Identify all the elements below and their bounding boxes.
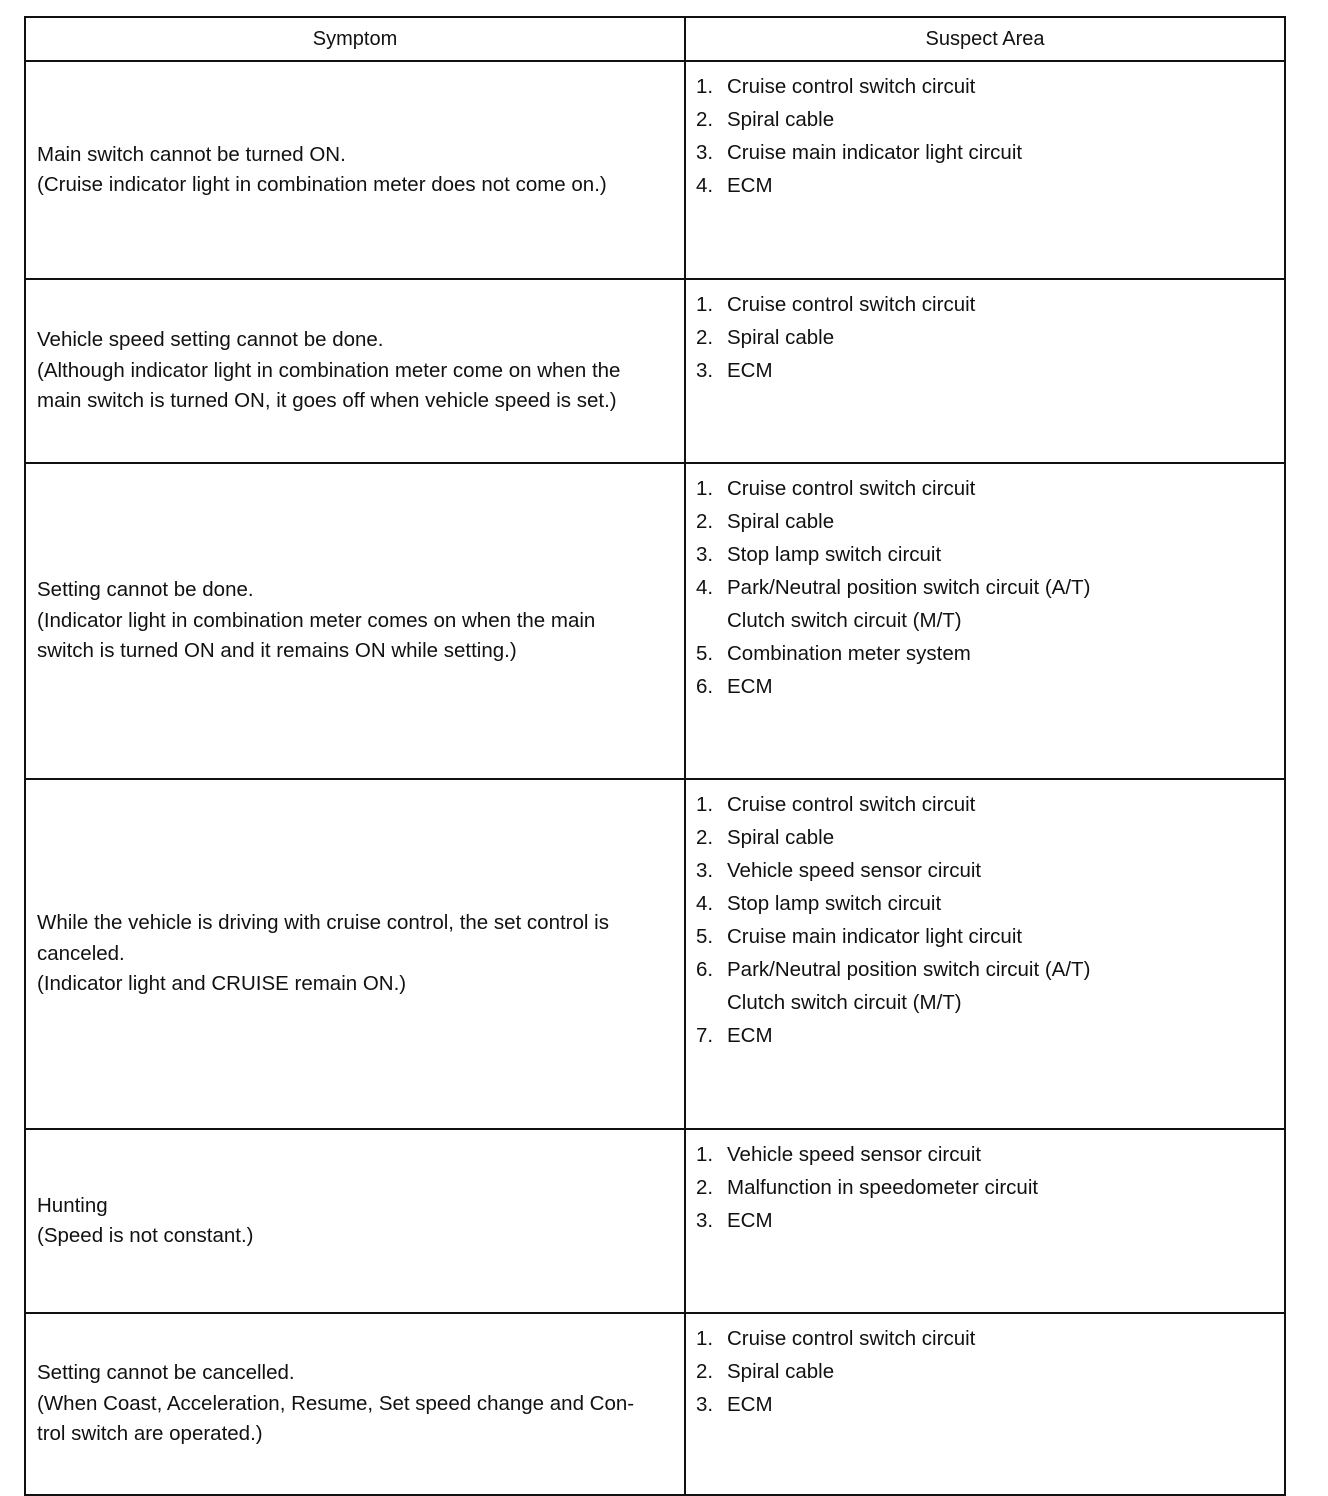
- suspect-text: ECM: [727, 1393, 773, 1416]
- list-item: [696, 70, 1274, 103]
- symptom-text: Main switch cannot be turned ON.: [37, 142, 346, 166]
- header-symptom: Symptom: [25, 17, 685, 61]
- suspect-area-cell: [685, 1313, 1285, 1495]
- item-number: 3.: [696, 359, 714, 382]
- suspect-text: Spiral cable: [727, 326, 835, 349]
- item-number: 1.: [696, 793, 714, 816]
- suspect-text: Clutch switch circuit (M/T): [727, 609, 962, 632]
- header-suspect-area: Suspect Area: [685, 17, 1285, 61]
- symptom-text: canceled.: [37, 941, 125, 965]
- suspect-text: Cruise control switch circuit: [727, 1327, 976, 1350]
- suspect-text: Spiral cable: [727, 108, 835, 131]
- item-number: 5.: [696, 925, 714, 948]
- table-row: [25, 1313, 1285, 1495]
- suspect-list: [696, 288, 1274, 387]
- list-item: [696, 472, 1274, 505]
- suspect-list: [696, 1138, 1274, 1237]
- item-number: 5.: [696, 642, 714, 665]
- item-number: 6.: [696, 958, 714, 981]
- symptom-text: trol switch are operated.): [37, 1422, 263, 1446]
- list-item: [696, 1322, 1274, 1355]
- symptom-text: Setting cannot be done.: [37, 578, 254, 602]
- symptom-table: [24, 16, 1286, 1496]
- suspect-area-cell: [685, 463, 1285, 779]
- symptom-text: (Although indicator light in combination meter come on when the: [37, 358, 621, 382]
- item-number: 1.: [696, 477, 714, 500]
- suspect-text: Spiral cable: [727, 1360, 835, 1383]
- suspect-text: Stop lamp switch circuit: [727, 892, 942, 915]
- list-item: [696, 920, 1274, 953]
- suspect-text: Spiral cable: [727, 826, 835, 849]
- item-number: 2.: [696, 1176, 714, 1199]
- list-item: [696, 571, 1274, 637]
- suspect-text: Cruise main indicator light circuit: [727, 141, 1023, 164]
- symptom-cell: [25, 1313, 685, 1495]
- suspect-area-cell: [685, 61, 1285, 279]
- item-number: 6.: [696, 675, 714, 698]
- suspect-text: Clutch switch circuit (M/T): [727, 991, 962, 1014]
- symptom-text: main switch is turned ON, it goes off when vehicle speed is set.): [37, 389, 617, 413]
- list-item: [696, 953, 1274, 1019]
- item-number: 3.: [696, 859, 714, 882]
- suspect-area-cell: [685, 1129, 1285, 1313]
- item-number: 7.: [696, 1024, 714, 1047]
- suspect-area-cell: [685, 779, 1285, 1129]
- list-item: [696, 1171, 1274, 1204]
- suspect-text: Malfunction in speedometer circuit: [727, 1176, 1039, 1199]
- item-number: 2.: [696, 826, 714, 849]
- suspect-text: Cruise control switch circuit: [727, 75, 976, 98]
- symptom-text: (Indicator light in combination meter comes on when the main: [37, 608, 596, 632]
- list-item: [696, 1204, 1274, 1237]
- symptom-cell: [25, 463, 685, 779]
- suspect-area-cell: [685, 279, 1285, 463]
- list-item: [696, 288, 1274, 321]
- list-item: [696, 169, 1274, 202]
- suspect-text: Cruise control switch circuit: [727, 293, 976, 316]
- symptom-text: (Cruise indicator light in combination meter does not come on.): [37, 173, 607, 196]
- list-item: [696, 788, 1274, 821]
- suspect-text: Stop lamp switch circuit: [727, 543, 942, 566]
- symptom-text: Vehicle speed setting cannot be done.: [37, 328, 384, 352]
- symptom-text: switch is turned ON and it remains ON while setting.): [37, 639, 517, 663]
- table-row: [25, 1129, 1285, 1313]
- suspect-list: [696, 1322, 1274, 1421]
- suspect-text: ECM: [727, 1209, 773, 1232]
- table-row: [25, 463, 1285, 779]
- table-row: [25, 61, 1285, 279]
- suspect-text: ECM: [727, 675, 773, 698]
- suspect-list: [696, 472, 1274, 703]
- symptom-text: (Indicator light and CRUISE remain ON.): [37, 972, 407, 996]
- symptom-cell: [25, 779, 685, 1129]
- item-number: 3.: [696, 543, 714, 566]
- suspect-text: ECM: [727, 174, 773, 197]
- list-item: [696, 1019, 1274, 1052]
- item-number: 2.: [696, 326, 714, 349]
- item-number: 4.: [696, 174, 714, 197]
- item-number: 4.: [696, 576, 714, 599]
- list-item: [696, 821, 1274, 854]
- symptom-text: Setting cannot be cancelled.: [37, 1361, 295, 1385]
- list-item: [696, 321, 1274, 354]
- list-item: [696, 505, 1274, 538]
- suspect-text: Vehicle speed sensor circuit: [727, 1143, 982, 1166]
- suspect-text: Cruise control switch circuit: [727, 793, 976, 816]
- item-number: 1.: [696, 75, 714, 98]
- suspect-text: Combination meter system: [727, 642, 971, 665]
- list-item: [696, 670, 1274, 703]
- suspect-text: Park/Neutral position switch circuit (A/T): [727, 958, 1091, 981]
- symptom-cell: [25, 61, 685, 279]
- suspect-text: Park/Neutral position switch circuit (A/T): [727, 576, 1091, 599]
- suspect-text: ECM: [727, 359, 773, 382]
- symptom-text: While the vehicle is driving with cruise control, the set control is: [37, 911, 609, 935]
- suspect-list: [696, 70, 1274, 202]
- list-item: [696, 854, 1274, 887]
- item-number: 4.: [696, 892, 714, 915]
- suspect-text: Cruise main indicator light circuit: [727, 925, 1023, 948]
- suspect-text: ECM: [727, 1024, 773, 1047]
- header-row: [25, 17, 1285, 61]
- list-item: [696, 354, 1274, 387]
- list-item: [696, 1388, 1274, 1421]
- list-item: [696, 1138, 1274, 1171]
- list-item: [696, 103, 1274, 136]
- table-row: [25, 779, 1285, 1129]
- item-number: 2.: [696, 1360, 714, 1383]
- item-number: 1.: [696, 1143, 714, 1166]
- list-item: [696, 136, 1274, 169]
- item-number: 3.: [696, 141, 714, 164]
- suspect-text: Vehicle speed sensor circuit: [727, 859, 982, 882]
- table-row: [25, 279, 1285, 463]
- list-item: [696, 887, 1274, 920]
- suspect-text: Cruise control switch circuit: [727, 477, 976, 500]
- item-number: 3.: [696, 1209, 714, 1232]
- symptom-text: (Speed is not constant.): [37, 1224, 254, 1247]
- list-item: [696, 1355, 1274, 1388]
- suspect-list: [696, 788, 1274, 1052]
- list-item: [696, 637, 1274, 670]
- item-number: 3.: [696, 1393, 714, 1416]
- item-number: 1.: [696, 293, 714, 316]
- list-item: [696, 538, 1274, 571]
- symptom-cell: [25, 279, 685, 463]
- item-number: 2.: [696, 510, 714, 533]
- symptom-cell: [25, 1129, 685, 1313]
- symptom-text: Hunting: [37, 1193, 108, 1217]
- suspect-text: Spiral cable: [727, 510, 835, 533]
- item-number: 1.: [696, 1327, 714, 1350]
- item-number: 2.: [696, 108, 714, 131]
- symptom-text: (When Coast, Acceleration, Resume, Set speed change and Con-: [37, 1391, 635, 1415]
